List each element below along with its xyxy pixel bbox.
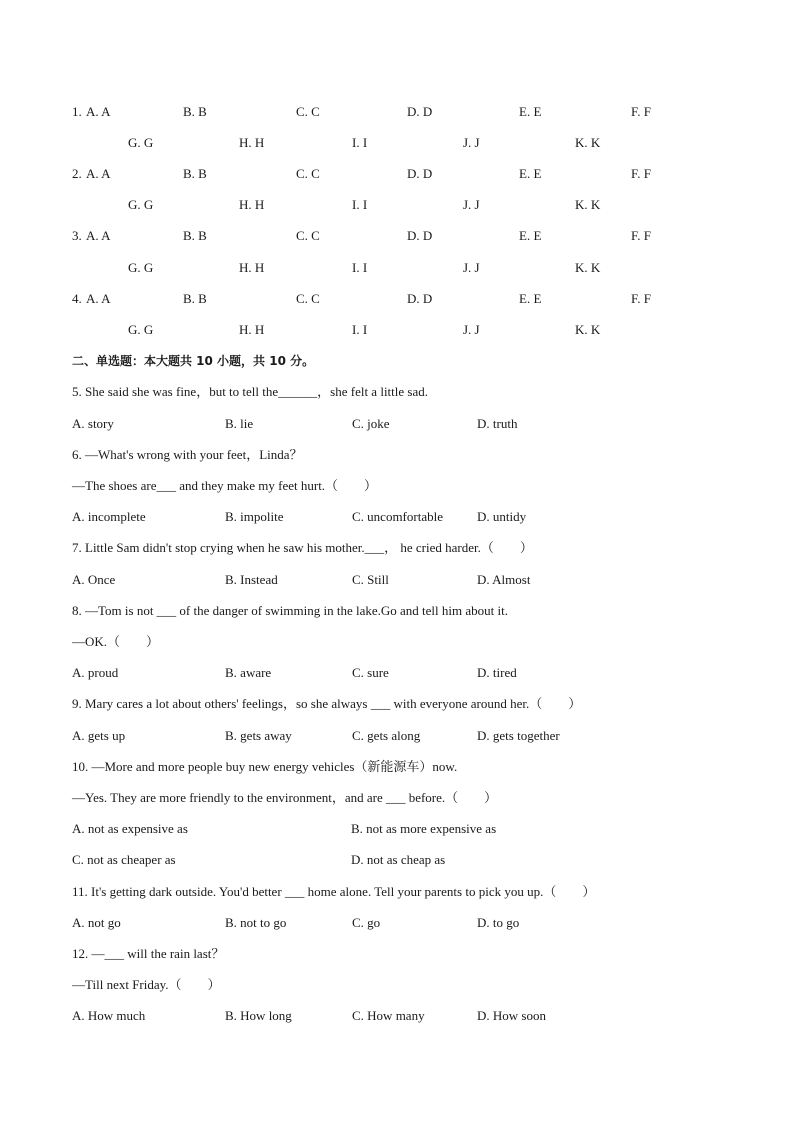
option[interactable]: G. G [128,135,154,150]
matching-q3-row2 [0,258,794,278]
option[interactable]: B. not to go [225,915,287,930]
question-stem: 7. Little Sam didn't stop crying when he saw his mother.___， he cried harder.（ ） [72,540,533,555]
option[interactable]: E. E [519,166,542,181]
option[interactable]: D. How soon [477,1008,546,1023]
option[interactable]: C. joke [352,416,390,431]
matching-q2-row2 [0,195,794,215]
option[interactable]: A. A [86,104,111,119]
option[interactable]: J. J [463,135,480,150]
option[interactable]: B. B [183,166,207,181]
question-stem: —Yes. They are more friendly to the environment，and are ___ before.（ ） [72,790,498,805]
option[interactable]: I. I [352,260,368,275]
option[interactable]: K. K [575,135,601,150]
option[interactable]: A. not go [72,915,121,930]
option[interactable]: A. proud [72,665,119,680]
question-stem: —Till next Friday.（ ） [72,977,221,992]
matching-q4-row2 [0,320,794,340]
matching-q4-row1 [0,289,794,309]
question-number: 2. [72,166,82,181]
option[interactable]: I. I [352,322,368,337]
matching-q1-row1 [0,102,794,122]
option[interactable]: C. C [296,228,320,243]
option[interactable]: A. gets up [72,728,126,743]
option[interactable]: C. sure [352,665,389,680]
option[interactable]: D. truth [477,416,518,431]
option[interactable]: I. I [352,135,368,150]
question-stem: 6. —What's wrong with your feet，Linda？ [72,447,303,462]
option[interactable]: D. D [407,291,433,306]
option[interactable]: B. gets away [225,728,292,743]
option[interactable]: C. gets along [352,728,421,743]
option[interactable]: E. E [519,228,542,243]
option[interactable]: C. C [296,104,320,119]
question-stem: 10. —More and more people buy new energy vehicles（新能源车）now. [72,759,458,774]
option[interactable]: F. F [631,166,651,181]
option[interactable]: B. How long [225,1008,292,1023]
question-number: 4. [72,291,82,306]
option[interactable]: B. impolite [225,509,284,524]
option[interactable]: H. H [239,322,265,337]
option[interactable]: A. A [86,228,111,243]
question-stem: 8. —Tom is not ___ of the danger of swimming in the lake.Go and tell him about it. [72,603,508,618]
question-stem: 12. —___ will the rain last？ [72,946,225,961]
option[interactable]: G. G [128,260,154,275]
section-heading: 二、单选题：本大题共 10 小题，共 10 分。 [72,354,315,368]
option[interactable]: A. Once [72,572,116,587]
option[interactable]: B. aware [225,665,272,680]
option[interactable]: A. story [72,416,114,431]
option[interactable]: D. to go [477,915,520,930]
option[interactable]: B. B [183,228,207,243]
option[interactable]: D. D [407,228,433,243]
option[interactable]: F. F [631,104,651,119]
question-stem: 9. Mary cares a lot about others' feelings，so she always ___ with everyone around her.（ ） [72,696,582,711]
option[interactable]: K. K [575,322,601,337]
option[interactable]: C. uncomfortable [352,509,443,524]
option[interactable]: E. E [519,104,542,119]
option[interactable]: F. F [631,228,651,243]
option[interactable]: B. Instead [225,572,278,587]
option[interactable]: C. C [296,166,320,181]
option[interactable]: D. untidy [477,509,527,524]
option[interactable]: I. I [352,197,368,212]
option[interactable]: G. G [128,197,154,212]
question-number: 3. [72,228,82,243]
question-stem: —The shoes are___ and they make my feet hurt.（ ） [72,478,378,493]
option[interactable]: D. D [407,166,433,181]
option[interactable]: H. H [239,197,265,212]
option[interactable]: D. tired [477,665,517,680]
matching-q3-row1 [0,226,794,246]
option[interactable]: C. How many [352,1008,425,1023]
option[interactable]: C. C [296,291,320,306]
option[interactable]: D. not as cheap as [351,852,446,867]
option[interactable]: A. A [86,291,111,306]
option[interactable]: E. E [519,291,542,306]
option[interactable]: K. K [575,197,601,212]
option[interactable]: A. How much [72,1008,146,1023]
option[interactable]: C. go [352,915,381,930]
question-stem: 5. She said she was fine，but to tell the______，she felt a little sad. [72,384,428,399]
option[interactable]: A. not as expensive as [72,821,188,836]
question-stem: —OK.（ ） [72,634,160,649]
question-number: 1. [72,104,82,119]
option[interactable]: H. H [239,260,265,275]
option[interactable]: F. F [631,291,651,306]
option[interactable]: J. J [463,322,480,337]
option[interactable]: K. K [575,260,601,275]
option[interactable]: B. B [183,291,207,306]
option[interactable]: B. not as more expensive as [351,821,497,836]
option[interactable]: D. D [407,104,433,119]
option[interactable]: A. A [86,166,111,181]
option[interactable]: G. G [128,322,154,337]
option[interactable]: B. lie [225,416,254,431]
option[interactable]: J. J [463,260,480,275]
option[interactable]: D. Almost [477,572,531,587]
question-stem: 11. It's getting dark outside. You'd better ___ home alone. Tell your parents to pick you up.（ ） [72,884,596,899]
option[interactable]: C. Still [352,572,389,587]
option[interactable]: A. incomplete [72,509,146,524]
matching-q2-row1 [0,164,794,184]
option[interactable]: D. gets together [477,728,560,743]
option[interactable]: H. H [239,135,265,150]
option[interactable]: B. B [183,104,207,119]
option[interactable]: C. not as cheaper as [72,852,176,867]
matching-q1-row2 [0,133,794,153]
option[interactable]: J. J [463,197,480,212]
